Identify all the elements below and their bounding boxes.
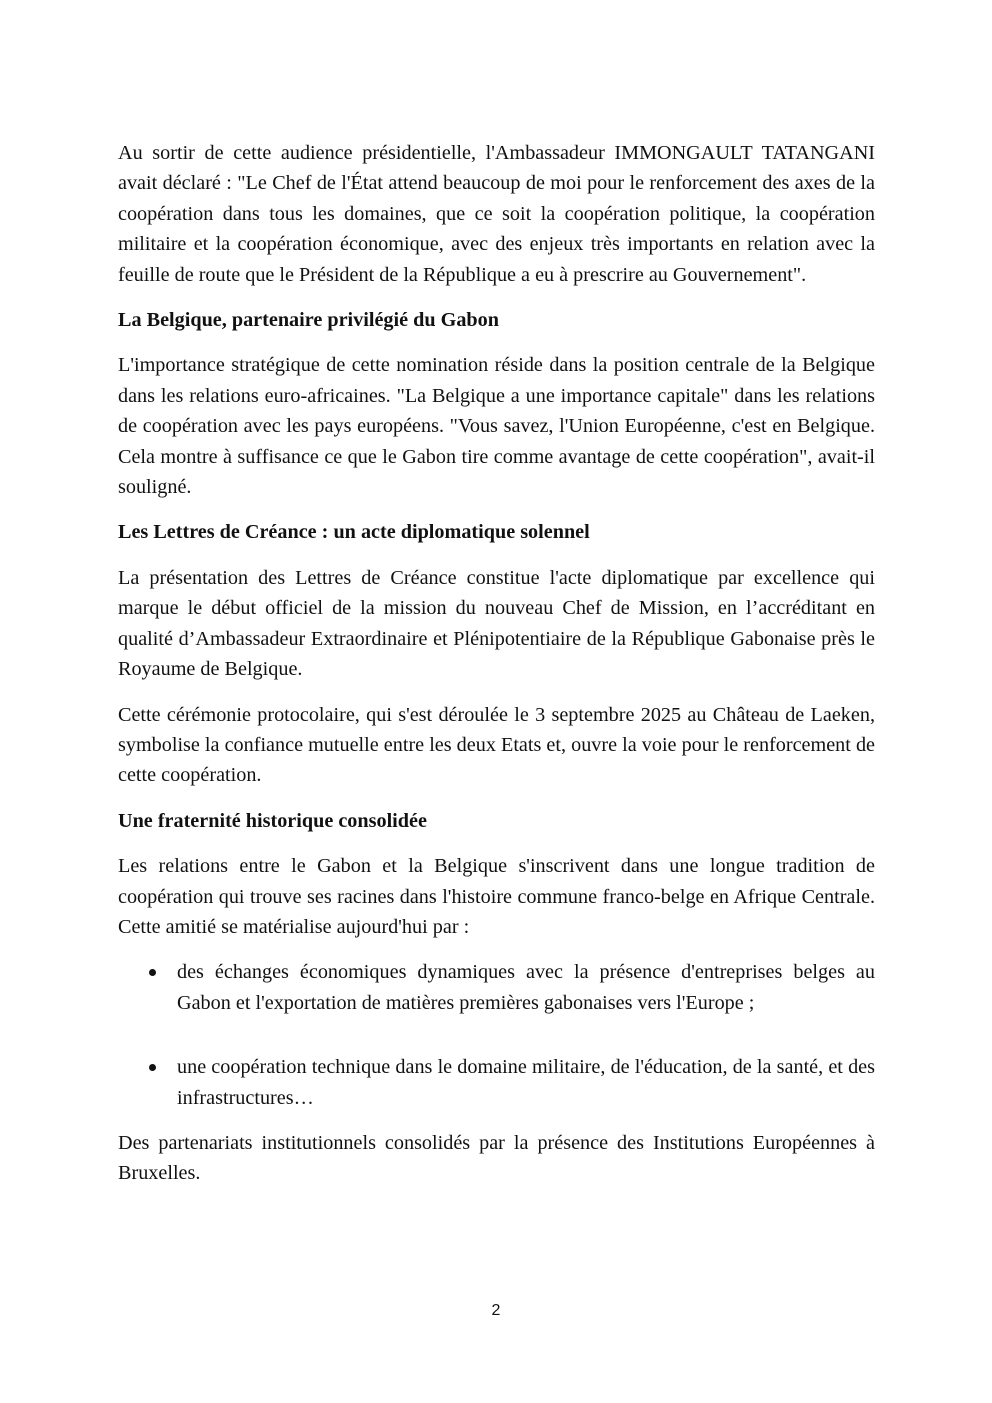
heading-belgique-partenaire: La Belgique, partenaire privilégié du Gabon [118, 309, 499, 332]
paragraph-audience-declaration: Au sortir de cette audience présidentielle, l'Ambassadeur IMMONGAULT TATANGANI avait déclaré : "Le Chef de l'État attend beaucoup de moi pour le renforcement des axes de la coopération dans tous les domaines, que ce soit la coopération politique, la coopération militaire et la coopération économique, avec des enjeux très importants en relation avec la feuille de route que le Président de la République a eu à prescrire au Gouvernement". [118, 142, 875, 286]
list-item [118, 1052, 875, 1113]
list-item-text: une coopération technique dans le domaine militaire, de l'éducation, de la santé, et des infrastructures… [177, 1056, 875, 1109]
page-number: 2 [491, 1302, 501, 1319]
paragraph-relations-gabon-belgique: Les relations entre le Gabon et la Belgique s'inscrivent dans une longue tradition de coopération qui trouve ses racines dans l'histoire commune franco-belge en Afrique Centrale. Cette amitié se matérialise aujourd'hui par : [118, 855, 875, 938]
bullet-icon [149, 969, 156, 976]
bullet-list [118, 957, 875, 1113]
paragraph-partenariats-institutionnels: Des partenariats institutionnels consolidés par la présence des Institutions Européennes à Bruxelles. [118, 1131, 875, 1185]
paragraph-importance-strategique: L'importance stratégique de cette nomination réside dans la position centrale de la Belgique dans les relations euro-africaines. "La Belgique a une importance capitale" dans les relations de coopération avec les pays européens. "Vous savez, l'Union Européenne, c'est en Belgique. Cela montre à suffisance ce que le Gabon tire comme avantage de cette coopération", avait-il souligné. [118, 354, 875, 499]
heading-lettres-de-creance: Les Lettres de Créance : un acte diplomatique solennel [118, 521, 590, 544]
document-page-body [118, 138, 875, 1204]
list-item-text: des échanges économiques dynamiques avec la présence d'entreprises belges au Gabon et l'exportation de matières premières gabonaises vers l'Europe ; [177, 961, 875, 1014]
list-item [118, 957, 875, 1018]
paragraph-presentation-lettres: La présentation des Lettres de Créance constitue l'acte diplomatique par excellence qui marque le début officiel de la mission du nouveau Chef de Mission, en l’accréditant en qualité d’Ambassadeur Extraordinaire et Plénipotentiaire de la République Gabonaise près le Royaume de Belgique. [118, 566, 875, 681]
paragraph-ceremonie-protocolaire: Cette cérémonie protocolaire, qui s'est déroulée le 3 septembre 2025 au Château de Laeken, symbolise la confiance mutuelle entre les deux Etats et, ouvre la voie pour le renforcement de cette coopération. [118, 703, 875, 787]
heading-fraternite-historique: Une fraternité historique consolidée [118, 809, 427, 832]
bullet-icon [149, 1064, 156, 1071]
